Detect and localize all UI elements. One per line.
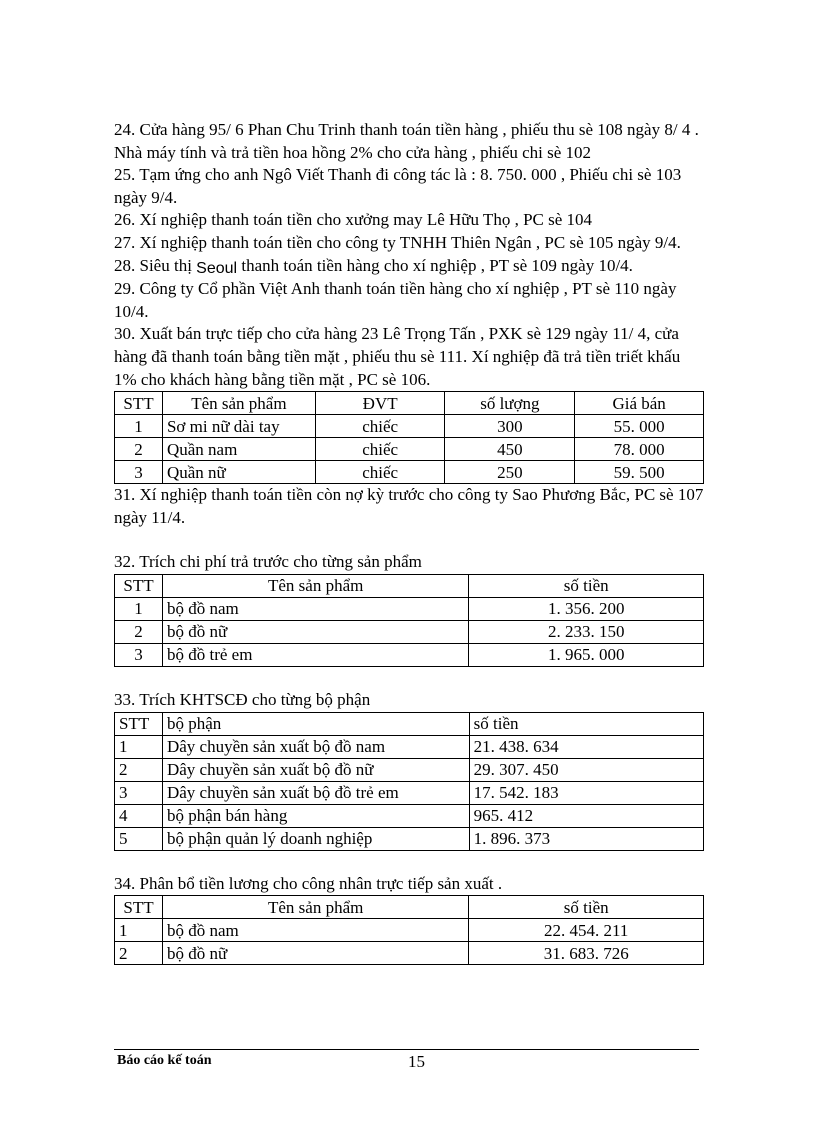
prepaid-cost-table [114,574,704,667]
cell-stt: 1 [115,415,163,438]
cell-quantity: 450 [445,438,575,461]
cell-stt: 2 [115,438,163,461]
header-amount: số tiền [469,896,704,919]
header-product: Tên sản phẩm [162,896,468,919]
cell-product: Sơ mi nữ dài tay [162,415,315,438]
cell-product: bộ đồ nữ [162,620,468,643]
paragraph-30: 30. Xuất bán trực tiếp cho cửa hàng 23 Lê Trọng Tấn , PXK sè 129 ngày 11/ 4, cửa hàng đã thanh toán bằng tiền mặt , phiếu thu sè 111. Xí nghiệp đã trả tiền triết khấu 1% cho khách hàng bằng tiền mặt , PC sè 106. [114,324,681,389]
cell-quantity: 300 [445,415,575,438]
cell-stt: 2 [115,942,163,965]
cell-stt: 2 [115,758,163,781]
table-header-row [115,712,704,735]
brand-seoul: Seoul [196,259,238,277]
header-amount: số tiền [469,574,704,597]
table-row [115,643,704,666]
table-row [115,597,704,620]
cell-stt: 1 [115,919,163,942]
cell-amount: 29. 307. 450 [469,758,703,781]
cell-department: bộ phận quản lý doanh nghiệp [162,827,469,850]
paragraph-25: 25. Tạm ứng cho anh Ngô Viết Thanh đi công tác là : 8. 750. 000 , Phiếu chi sè 103 ngày 9/4. [114,165,682,207]
table-row [115,781,704,804]
cell-stt: 3 [115,781,163,804]
table-header-row [115,392,704,415]
header-product: Tên sản phẩm [162,392,315,415]
header-department: bộ phận [162,712,469,735]
page-number: 15 [408,1052,425,1071]
cell-product: bộ đồ nam [162,919,468,942]
cell-product: bộ đồ trẻ em [162,643,468,666]
cell-department: bộ phận bán hàng [162,804,469,827]
table-row [115,620,704,643]
header-amount: số tiền [469,712,703,735]
cell-price: 78. 000 [575,438,704,461]
cell-amount: 2. 233. 150 [469,620,704,643]
paragraph-29: 29. Công ty Cổ phần Việt Anh thanh toán tiền hàng cho xí nghiệp , PT sè 110 ngày 10/4. [114,279,677,321]
paragraph-31: 31. Xí nghiệp thanh toán tiền còn nợ kỳ trước cho công ty Sao Phương Bắc, PC sè 107 ngày 11/4. [114,485,704,527]
cell-price: 59. 500 [575,461,704,484]
cell-amount: 1. 356. 200 [469,597,704,620]
paragraph-28 [114,255,704,279]
cell-amount: 1. 896. 373 [469,827,703,850]
cell-amount: 1. 965. 000 [469,643,704,666]
spacer [114,851,704,873]
table-row [115,827,704,850]
cell-unit: chiếc [315,415,445,438]
table-row [115,461,704,484]
cell-amount: 17. 542. 183 [469,781,703,804]
header-stt: STT [115,896,163,919]
cell-stt: 5 [115,827,163,850]
cell-stt: 2 [115,620,163,643]
cell-unit: chiếc [315,461,445,484]
cell-stt: 1 [115,735,163,758]
paragraph-32: 32. Trích chi phí trả trước cho từng sản phẩm [114,552,422,572]
cell-product: bộ đồ nữ [162,942,468,965]
cell-product: Quần nữ [162,461,315,484]
paragraph-26: 26. Xí nghiệp thanh toán tiền cho xưởng may Lê Hữu Thọ , PC sè 104 [114,210,593,230]
cell-amount: 21. 438. 634 [469,735,703,758]
cell-department: Dây chuyền sản xuất bộ đồ nam [162,735,469,758]
header-price: Giá bán [575,392,704,415]
paragraph-34: 34. Phân bổ tiền lương cho công nhân trực tiếp sản xuất . [114,873,503,893]
table-row [115,919,704,942]
table-row [115,415,704,438]
table-row [115,942,704,965]
header-unit: ĐVT [315,392,445,415]
depreciation-table [114,712,704,851]
spacer [114,529,704,551]
header-quantity: số lượng [445,392,575,415]
header-stt: STT [115,712,163,735]
paragraph-28-end: thanh toán tiền hàng cho xí nghiệp , PT sè 109 ngày 10/4. [237,255,633,275]
footer-divider [114,1049,699,1050]
paragraph-28-start: 28. Siêu thị [114,255,197,275]
sales-table [114,391,704,484]
table-row [115,735,704,758]
paragraph-33: 33. Trích KHTSCĐ cho từng bộ phận [114,689,371,709]
cell-unit: chiếc [315,438,445,461]
paragraph-27: 27. Xí nghiệp thanh toán tiền cho công ty TNHH Thiên Ngân , PC sè 105 ngày 9/4. [114,232,681,252]
spacer [114,667,704,689]
cell-amount: 22. 454. 211 [469,919,704,942]
cell-quantity: 250 [445,461,575,484]
header-stt: STT [115,574,163,597]
cell-product: bộ đồ nam [162,597,468,620]
table-row [115,758,704,781]
header-stt: STT [115,392,163,415]
cell-stt: 4 [115,804,163,827]
table-header-row [115,896,704,919]
cell-price: 55. 000 [575,415,704,438]
cell-stt: 1 [115,597,163,620]
cell-department: Dây chuyền sản xuất bộ đồ trẻ em [162,781,469,804]
cell-amount: 31. 683. 726 [469,942,704,965]
cell-amount: 965. 412 [469,804,703,827]
header-product: Tên sản phẩm [162,574,468,597]
cell-stt: 3 [115,643,163,666]
cell-department: Dây chuyền sản xuất bộ đồ nữ [162,758,469,781]
table-row [115,438,704,461]
document-body [114,119,704,965]
cell-stt: 3 [115,461,163,484]
table-row [115,804,704,827]
table-header-row [115,574,704,597]
cell-product: Quần nam [162,438,315,461]
wage-allocation-table [114,895,704,965]
footer-title: Báo cáo kế toán [117,1053,212,1068]
paragraph-24: 24. Cửa hàng 95/ 6 Phan Chu Trinh thanh toán tiền hàng , phiếu thu sè 108 ngày 8/ 4 . Nhà máy tính và trả tiền hoa hồng 2% cho cửa hàng , phiếu chi sè 102 [114,120,699,162]
